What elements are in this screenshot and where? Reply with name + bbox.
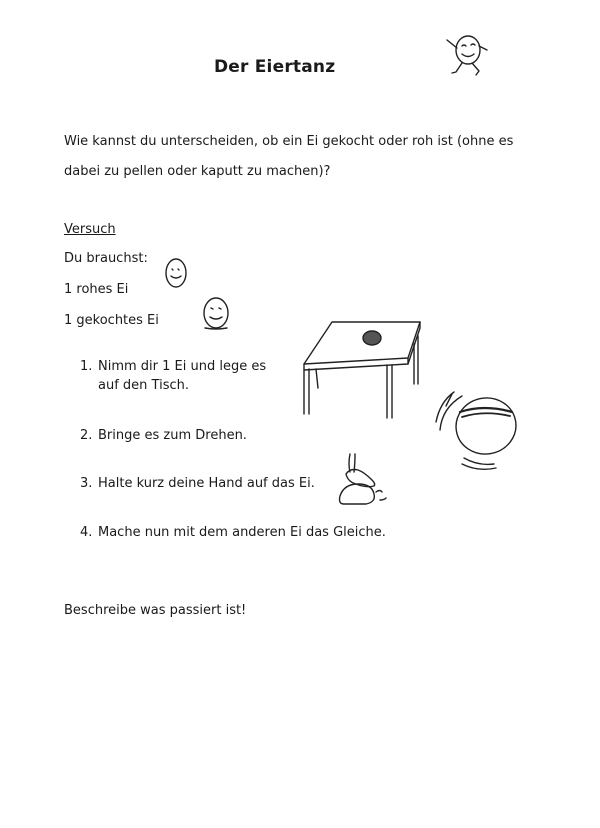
step-4-line-1: Mache nun mit dem anderen Ei das Gleiche. xyxy=(98,525,386,540)
spinning-egg-icon xyxy=(432,378,528,474)
step-1-line-1: Nimm dir 1 Ei und lege es xyxy=(98,359,267,374)
needs-label: Du brauchst: xyxy=(64,251,148,266)
hand-on-egg-icon xyxy=(336,452,392,508)
step-3-line-1: Halte kurz deine Hand auf das Ei. xyxy=(98,476,315,491)
step-1-continued: auf den Tisch. xyxy=(98,378,189,393)
egg-on-table-icon xyxy=(296,318,426,422)
raw-egg-face-icon xyxy=(163,256,189,292)
dancing-egg-icon xyxy=(440,34,500,82)
material-boiled-egg: 1 gekochtes Ei xyxy=(64,313,159,328)
boiled-egg-face-icon xyxy=(200,294,234,334)
step-1-number: 1. xyxy=(80,359,93,374)
step-2 xyxy=(80,427,247,445)
page-title: Der Eiertanz xyxy=(214,57,336,77)
step-4 xyxy=(80,524,386,542)
task-prompt: Beschreibe was passiert ist! xyxy=(64,603,247,618)
experiment-heading: Versuch xyxy=(64,222,116,237)
step-3 xyxy=(80,475,315,493)
step-1 xyxy=(80,358,266,376)
step-2-line-1: Bringe es zum Drehen. xyxy=(98,428,247,443)
step-2-number: 2. xyxy=(80,428,93,443)
step-3-number: 3. xyxy=(80,476,93,491)
step-4-number: 4. xyxy=(80,525,93,540)
material-raw-egg: 1 rohes Ei xyxy=(64,282,129,297)
question-line-2: dabei zu pellen oder kaputt zu machen)? xyxy=(64,164,331,179)
question-line-1: Wie kannst du unterscheiden, ob ein Ei gekocht oder roh ist (ohne es xyxy=(64,134,514,149)
